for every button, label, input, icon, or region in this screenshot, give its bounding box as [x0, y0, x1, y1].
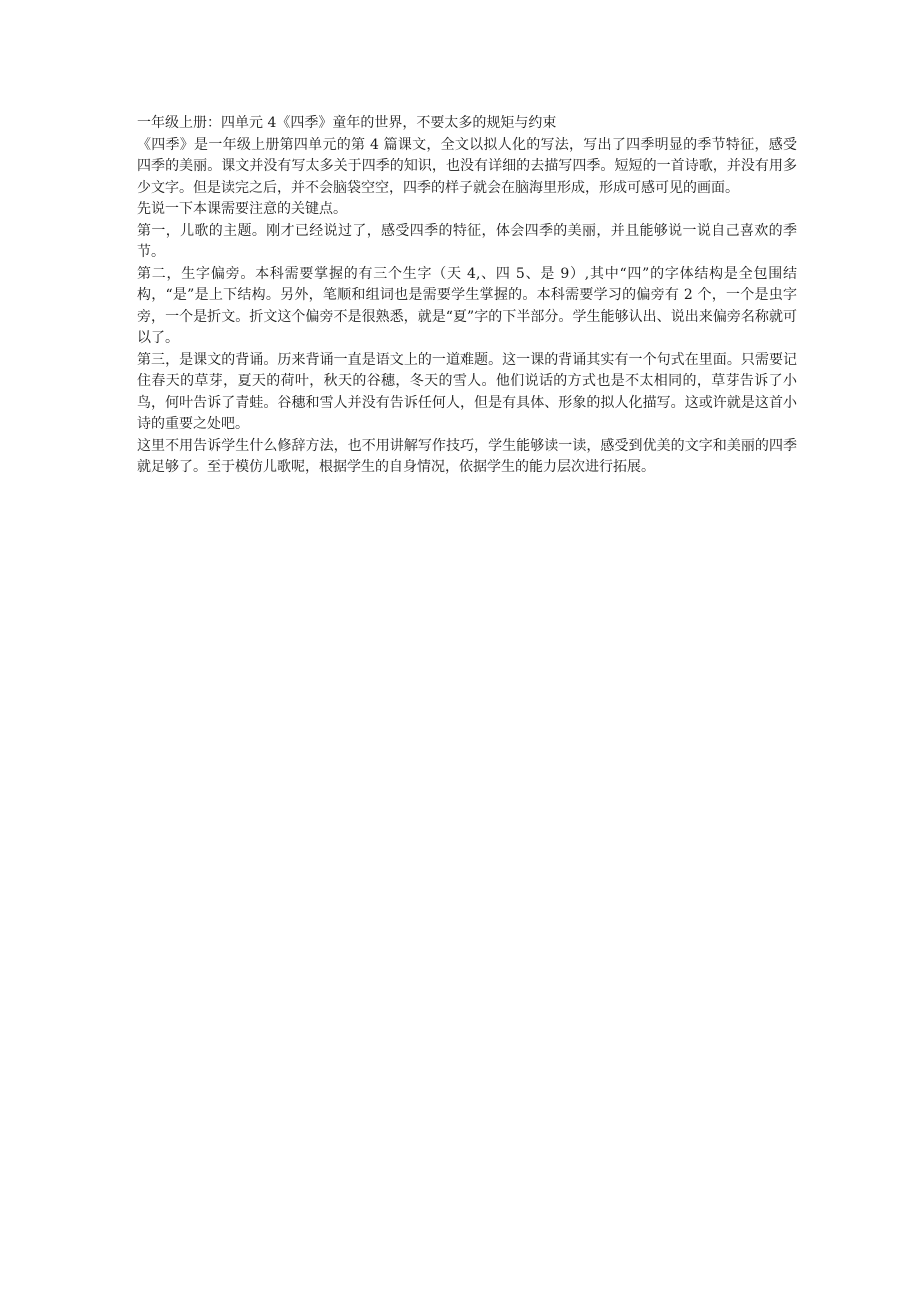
- paragraph-first-point: 第一，儿歌的主题。刚才已经说过了，感受四季的特征，体会四季的美丽，并且能够说一说自己喜欢的季节。: [137, 222, 797, 260]
- paragraph-conclusion: 这里不用告诉学生什么修辞方法，也不用讲解写作技巧，学生能够读一读，感受到优美的文字和美丽的四季就足够了。至于模仿儿歌呢，根据学生的自身情况，依据学生的能力层次进行拓展。: [137, 437, 797, 475]
- document-title: 一年级上册：四单元 4《四季》童年的世界，不要太多的规矩与约束: [137, 115, 557, 131]
- document-body: [137, 113, 797, 479]
- paragraph-intro: 《四季》是一年级上册第四单元的第 4 篇课文，全文以拟人化的写法，写出了四季明显的季节特征，感受四季的美丽。课文并没有写太多关于四季的知识，也没有详细的去描写四季。短短的一首诗歌，并没有用多少文字。但是读完之后，并不会脑袋空空，四季的样子就会在脑海里形成，形成可感可见的画面。: [137, 136, 797, 196]
- paragraph-third-point: 第三，是课文的背诵。历来背诵一直是语文上的一道难题。这一课的背诵其实有一个句式在里面。只需要记住春天的草芽，夏天的荷叶，秋天的谷穗，冬天的雪人。他们说话的方式也是不太相同的，草芽告诉了小鸟，何叶告诉了青蛙。谷穗和雪人并没有告诉任何人，但是有具体、形象的拟人化描写。这或许就是这首小诗的重要之处吧。: [137, 351, 797, 432]
- paragraph-second-point: 第二，生字偏旁。本科需要掌握的有三个生字（天 4,、四 5、是 9）,其中“四”的字体结构是全包围结构，“是”是上下结构。另外，笔顺和组词也是需要学生掌握的。本科需要学习的偏旁有 2 个，一个是虫字旁，一个是折文。折文这个偏旁不是很熟悉，就是“夏”字的下半部分。学生能够认出、说出来偏旁名称就可以了。: [137, 265, 797, 346]
- paragraph-key-points: 先说一下本课需要注意的关键点。: [137, 201, 347, 217]
